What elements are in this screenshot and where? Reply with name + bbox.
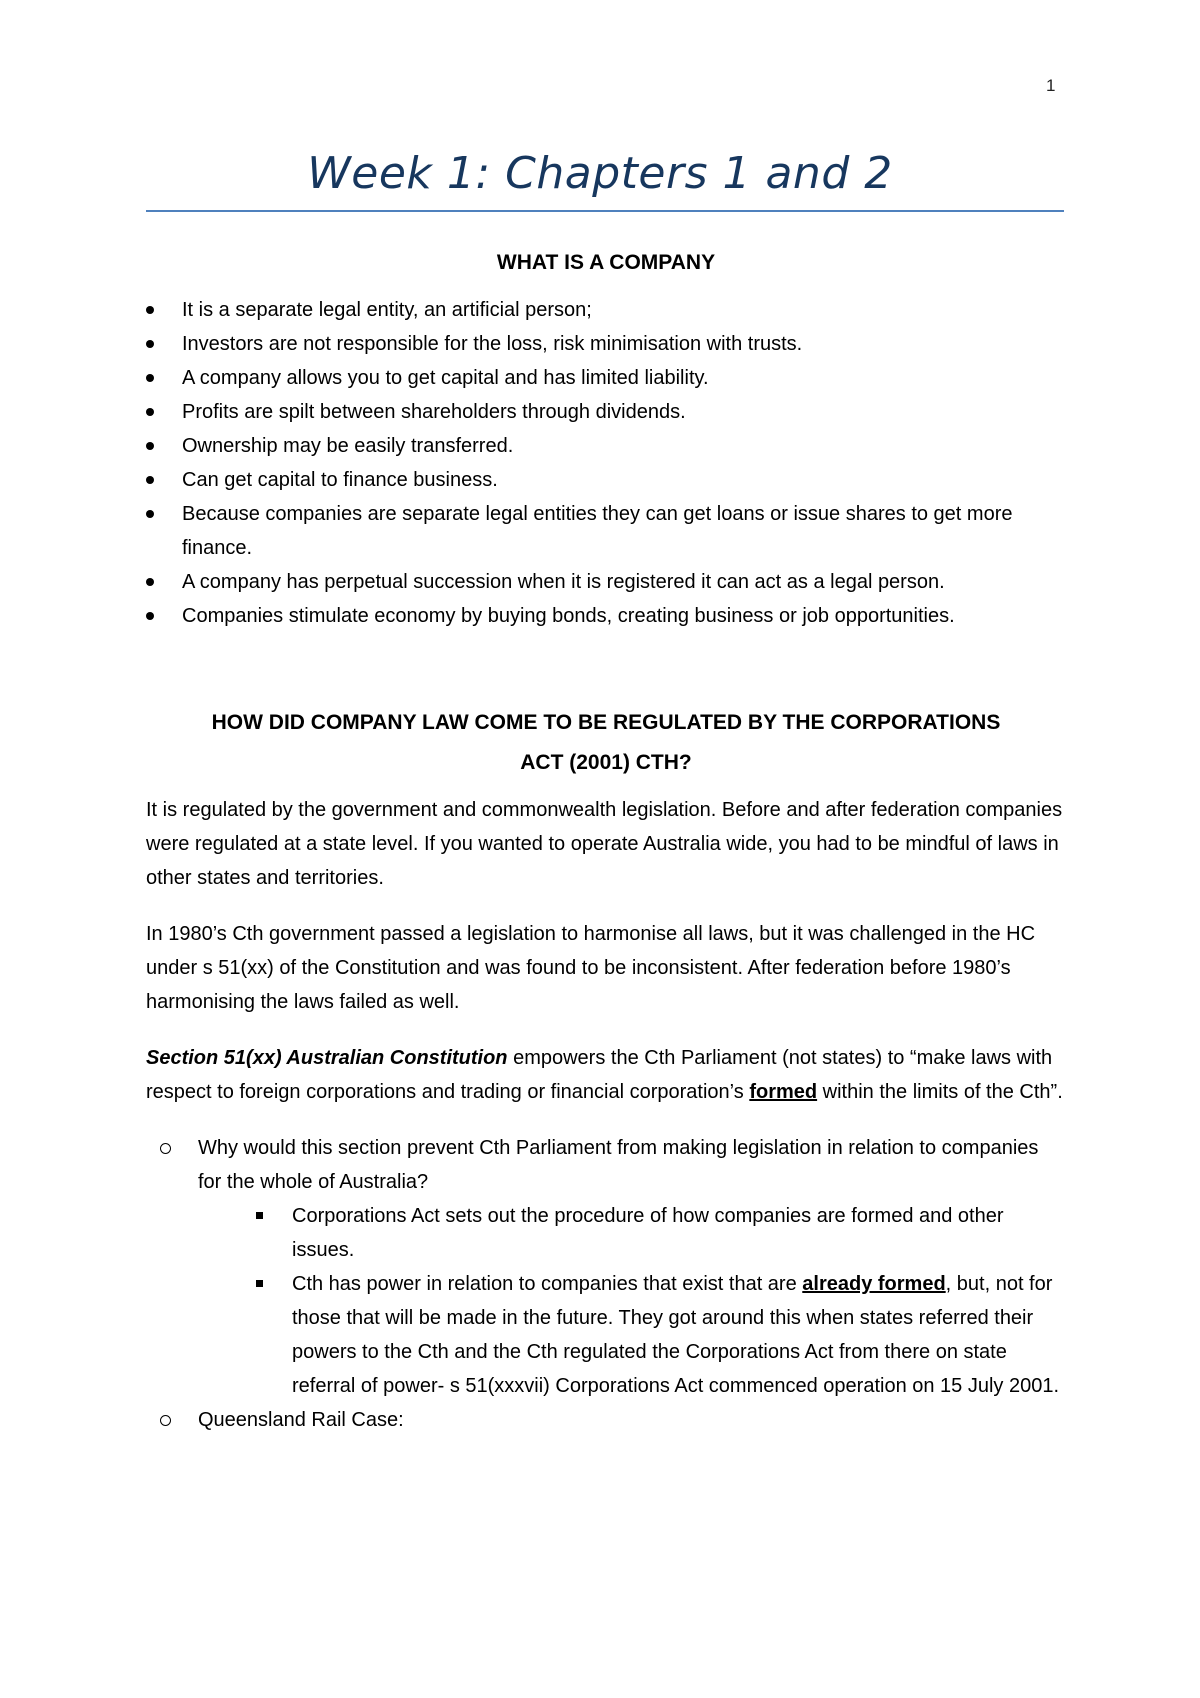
paragraph-1980s-harmonisation: In 1980’s Cth government passed a legislation to harmonise all laws, but it was challenged in the HC under s 51(xx) of the Constitution and was found to be inconsistent. After federation before 1980’s harmonising the laws failed as well. [146,923,1036,1013]
paragraph-section-51xx [146,1041,1066,1109]
document-title: Week 1: Chapters 1 and 2 [307,148,893,199]
section-heading-company-law-regulation [146,703,1066,783]
list-item: Ownership may be easily transferred. [146,429,1066,463]
answer-text: , but, not for those that will be made in the future. They got around this when states referred their powers to the Cth and the Cth regulated the Corporations Act from there on state referral of power- s 51(xxxvii) Corporations Act commenced operation on 15 July 2001. [292,1273,1060,1397]
paragraph-text: empowers the Cth Parliament (not states) to “make laws with respect to foreign corporations and trading or financial corporation’s [146,1047,1053,1103]
question-item: Queensland Rail Case: [160,1403,1066,1437]
emphasis-formed: formed [749,1081,818,1103]
question-text: Why would this section prevent Cth Parliament from making legislation in relation to companies for the whole of Australia? [198,1137,1039,1193]
heading-line-2: ACT (2001) CTH? [520,751,692,774]
list-item: Investors are not responsible for the loss, risk minimisation with trusts. [146,327,1066,361]
list-item: Companies stimulate economy by buying bonds, creating business or job opportunities. [146,599,1066,633]
paragraph-regulation-overview: It is regulated by the government and commonwealth legislation. Before and after federation companies were regulated at a state level. If you wanted to operate Australia wide, you had to be mindful of laws in other states and territories. [146,799,1063,889]
emphasis-already-formed: already formed [802,1273,946,1295]
document-body [146,243,1066,1437]
questions-list [146,1131,1066,1437]
question-item [160,1131,1066,1403]
constitution-reference: Section 51(xx) Australian Constitution [146,1047,508,1069]
list-item: Because companies are separate legal entities they can get loans or issue shares to get more finance. [146,497,1066,565]
answers-list [198,1199,1066,1403]
list-item: It is a separate legal entity, an artificial person; [146,293,1066,327]
answer-item: Corporations Act sets out the procedure of how companies are formed and other issues. [256,1199,1066,1267]
title-underline-rule [146,210,1064,212]
list-item: Can get capital to finance business. [146,463,1066,497]
page-number: 1 [1046,76,1056,95]
list-item: A company allows you to get capital and has limited liability. [146,361,1066,395]
company-features-list [146,293,1066,633]
list-item: Profits are spilt between shareholders through dividends. [146,395,1066,429]
paragraph-text: within the limits of the Cth”. [817,1081,1063,1103]
answer-item [256,1267,1066,1403]
heading-line-1: HOW DID COMPANY LAW COME TO BE REGULATED BY THE CORPORATIONS [211,711,1001,734]
section-heading-what-is-a-company: WHAT IS A COMPANY [496,251,716,274]
list-item: A company has perpetual succession when it is registered it can act as a legal person. [146,565,1066,599]
answer-text: Cth has power in relation to companies that exist that are [292,1273,803,1295]
